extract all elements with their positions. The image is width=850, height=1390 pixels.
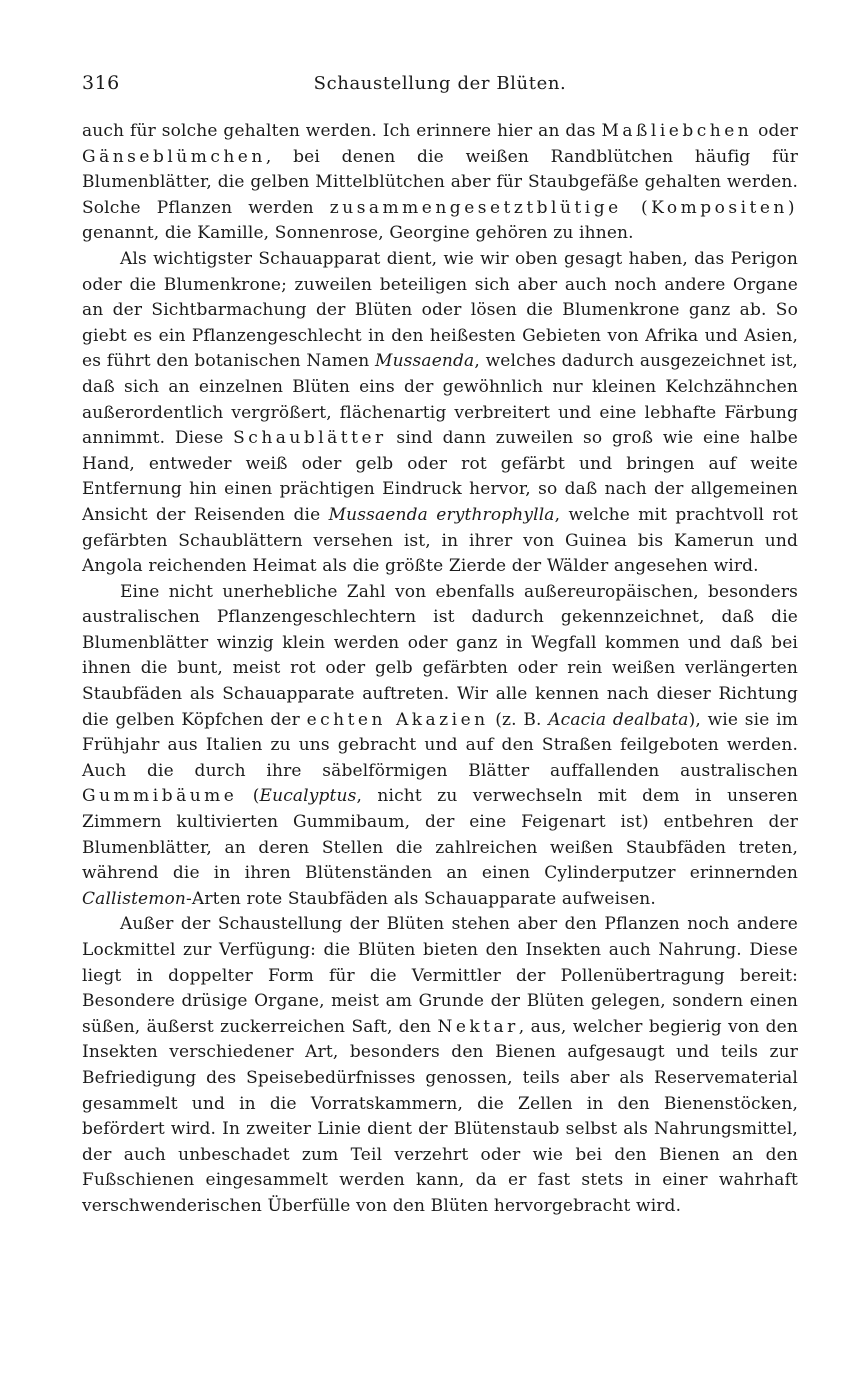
text-segment: Eine nicht unerhebliche Zahl von ebenfalls außereuropäischen, besonders australischen Pflanzengeschlechtern ist dadurch gekennzeichnet, daß die Blumenblätter winzig klein werden oder ganz in Wegfall kommen und daß bei ihnen die bunt, meist rot oder gelb gefärbten oder rein weißen verlängerten Staubfäden als Schauapparate auftreten. Wir alle kennen nach dieser Richtung die gelben Köpfchen der <box>82 581 798 730</box>
spaced-term: zusammengesetztblütige (Kompositen) <box>329 197 799 218</box>
text-segment: genannt, die Kamille, Sonnenrose, Georgine gehören zu ihnen. <box>82 223 634 244</box>
paragraph-2 <box>82 247 798 580</box>
text-segment: ( <box>237 786 260 807</box>
text-segment: , nicht zu verwechseln mit dem in unseren Zimmern kultivierten Gummibaum, der eine Feigenart ist) entbehren der Blumenblätter, an deren Stellen die zahlreichen weißen Staubfäden treten, während die in ihren Blütenständen an einen Cylinderputzer erinnernden <box>82 786 798 884</box>
spaced-term: Gummibäume <box>82 786 238 807</box>
italic-term: Acacia dealbata <box>548 709 689 730</box>
text-segment: Außer der Schaustellung der Blüten stehen aber den Pflanzen noch andere Lockmittel zur Verfügung: die Blüten bieten den Insekten auch Nahrung. Diese liegt in doppelter Form für die Vermittler der Pollenübertragung bereit: Besondere drüsige Organe, meist am Grunde der Blüten gelegen, sondern einen süßen, äußerst zuckerreichen Saft, den <box>82 914 798 1037</box>
spaced-term: Schaublätter <box>233 428 387 449</box>
running-title: Schaustellung der Blüten. <box>313 73 567 94</box>
text-segment: , welche mit prachtvoll rot gefärbten Schaublättern versehen ist, in ihrer von Guinea bis Kamerun und Angola reichenden Heimat als die größte Zierde der Wälder angesehen wird. <box>82 504 799 577</box>
paragraph-3 <box>82 580 798 913</box>
italic-term: Mussaenda erythrophylla <box>328 504 555 525</box>
text-segment: auch für solche gehalten werden. Ich erinnere hier an das <box>82 121 602 141</box>
text-segment: , bei denen die weißen Randblütchen häufig für Blumenblätter, die gelben Mittelblütchen aber für Staubgefäße gehalten werden. Solche Pflanzen werden <box>82 146 798 218</box>
paragraph-4 <box>82 912 798 1219</box>
spaced-term: Maßliebchen <box>601 121 753 141</box>
text-segment: (z. B. <box>488 709 549 730</box>
page-header <box>82 72 798 100</box>
text-segment: ), wie sie im Frühjahr aus Italien zu uns gebracht und auf den Straßen feilgeboten werden. Auch die durch ihre säbelförmigen Blätter auffallenden australischen <box>82 709 798 781</box>
text-segment: -Arten rote Staubfäden als Schauapparate aufweisen. <box>186 888 656 909</box>
page-number: 316 <box>82 72 120 94</box>
text-segment: , aus, welcher begierig von den Insekten verschiedener Art, besonders den Bienen aufgesaugt und teils zur Befriedigung des Speisebedürfnisses genossen, teils aber als Reservematerial gesammelt und in die Vorratskammern, die Zellen in den Bienenstöcken, befördert wird. In zweiter Linie dient der Blütenstaub selbst als Nahrungsmittel, der auch unbeschadet zum Teil verzehrt oder wie bei den Bienen an den Fußschienen eingesammelt werden kann, da er fast stets in einer wahrhaft verschwenderischen Überfülle von den Blüten hervorgebracht wird. <box>82 1016 798 1216</box>
italic-term: Eucalyptus <box>259 786 357 807</box>
spaced-term: Nektar <box>437 1016 519 1037</box>
italic-term: Callistemon <box>82 888 187 909</box>
italic-term: Mussaenda <box>375 351 475 372</box>
spaced-term: Gänseblümchen <box>82 146 266 167</box>
text-segment: , welches dadurch ausgezeichnet ist, daß sich an einzelnen Blüten eins der gewöhnlich nur kleinen Kelchzähnchen außerordentlich vergrößert, flächenartig verbreitert und eine lebhafte Färbung annimmt. Diese <box>82 351 798 449</box>
body-text <box>82 119 798 1220</box>
paragraph-1 <box>82 119 798 247</box>
text-segment: Als wichtigster Schauapparat dient, wie wir oben gesagt haben, das Perigon oder die Blumenkrone; zuweilen beteiligen sich aber auch noch andere Organe an der Sichtbarmachung der Blüten oder lösen die Blumenkrone ganz ab. So giebt es ein Pflanzengeschlecht in den heißesten Gebieten von Afrika und Asien, es führt den botanischen Namen <box>82 248 798 372</box>
text-segment: sind dann zuweilen so groß wie eine halbe Hand, entweder weiß oder gelb oder rot gefärbt und bringen auf weite Entfernung hin einen prächtigen Eindruck hervor, so daß nach der allgemeinen Ansicht der Reisenden die <box>82 428 798 525</box>
text-segment: oder <box>752 121 798 141</box>
spaced-term: echten Akazien <box>306 709 489 730</box>
